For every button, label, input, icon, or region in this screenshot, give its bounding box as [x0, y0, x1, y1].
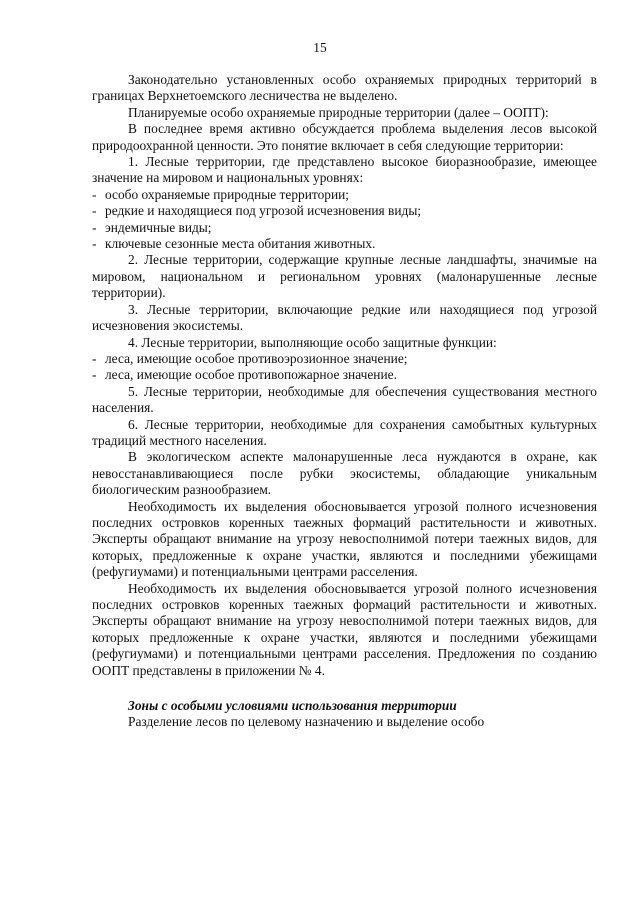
bullet-item	[92, 220, 597, 236]
paragraph: 1. Лесные территории, где представлено высокое биоразнообразие, имеющее значение на мировом и национальных уровнях:	[92, 154, 597, 186]
paragraph: В экологическом аспекте малонарушенные леса нуждаются в охране, как невосстанавливающиеся после рубки экосистемы, обладающие уникальным биологическим разнообразием.	[92, 449, 597, 498]
bullet-text: редкие и находящиеся под угрозой исчезновения виды;	[105, 203, 422, 219]
section-heading: Зоны с особыми условиями использования территории	[128, 698, 457, 714]
paragraph: Необходимость их выделения обосновывается угрозой полного исчезновения последних островков коренных таежных формаций растительности и животных. Эксперты обращают внимание на угрозу невосполнимой потери таежных видов, для которых, предложенные к охране участки, являются и последними убежищами (рефугиумами) и потенциальными центрами расселения.	[92, 498, 597, 580]
paragraph: Необходимость их выделения обосновывается угрозой полного исчезновения последних островков коренных таежных формаций растительности и животных. Эксперты обращают внимание на угрозу невосполнимой потери таежных видов, для которых предложенные к охране участки, являются и последними убежищами (рефугиумами) и потенциальными центрами расселения. Предложения по созданию ООПТ представлены в приложении № 4.	[92, 580, 597, 678]
bullet-dash: -	[92, 219, 97, 235]
paragraph: В последнее время активно обсуждается проблема выделения лесов высокой природоохранной ценности. Это понятие включает в себя следующие территории:	[92, 121, 597, 153]
bullet-dash: -	[92, 236, 97, 252]
page-number: 15	[313, 40, 327, 55]
bullet-text: особо охраняемые природные территории;	[105, 186, 350, 202]
bullet-text: леса, имеющие особое противоэрозионное значение;	[105, 350, 408, 366]
paragraph: 3. Лесные территории, включающие редкие или находящиеся под угрозой исчезновения экосистемы.	[92, 301, 597, 334]
paragraph: Разделение лесов по целевому назначению и выделение особо	[128, 714, 485, 730]
bullet-item	[92, 351, 597, 367]
bullet-dash: -	[92, 367, 97, 383]
paragraph: 2. Лесные территории, содержащие крупные лесные ландшафты, значимые на мировом, национальном и региональном уровнях (малонарушенные лесные территории).	[92, 252, 597, 301]
bullet-dash: -	[92, 350, 97, 366]
bullet-item	[92, 187, 597, 203]
bullet-item	[92, 367, 597, 383]
paragraph: 4. Лесные территории, выполняющие особо защитные функции:	[128, 334, 497, 350]
paragraph: 6. Лесные территории, необходимые для сохранения самобытных культурных традиций местного населения.	[92, 416, 597, 448]
body-text	[92, 72, 597, 731]
bullet-text: леса, имеющие особое противопожарное значение.	[105, 367, 397, 383]
paragraph: Планируемые особо охраняемые природные территории (далее – ООПТ):	[128, 104, 549, 120]
bullet-item	[92, 236, 597, 252]
bullet-text: эндемичные виды;	[105, 219, 212, 235]
bullet-dash: -	[92, 186, 97, 202]
paragraph: Законодательно установленных особо охраняемых природных территорий в границах Верхнетоемского лесничества не выделено.	[92, 72, 597, 104]
bullet-dash: -	[92, 203, 97, 219]
bullet-text: ключевые сезонные места обитания животных.	[105, 236, 376, 252]
bullet-item	[92, 203, 597, 219]
paragraph: 5. Лесные территории, необходимые для обеспечения существования местного населения.	[92, 383, 597, 416]
